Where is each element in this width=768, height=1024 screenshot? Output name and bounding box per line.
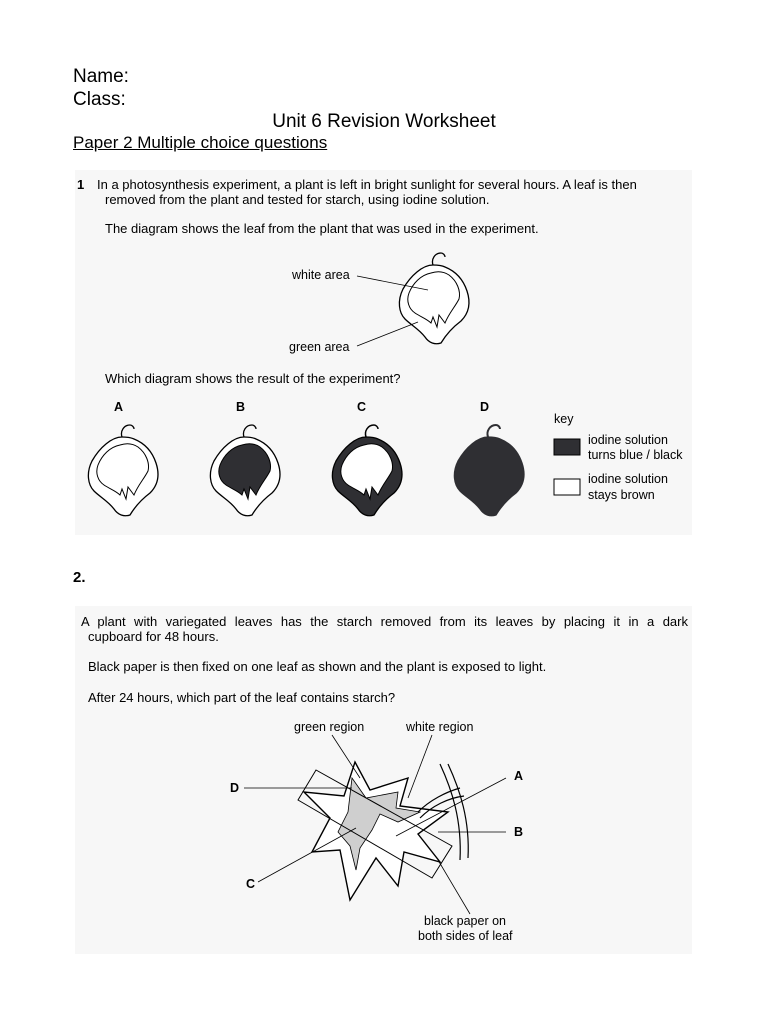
key-dark-line2: turns blue / black: [588, 448, 683, 462]
page-subtitle: Paper 2 Multiple choice questions: [73, 133, 328, 152]
question-2-number: 2.: [73, 569, 86, 586]
question-2-text-line1: A plant with variegated leaves has the starch removed from its leaves by placing it in a dark: [81, 614, 688, 629]
page-title: Unit 6 Revision Worksheet: [272, 111, 496, 132]
q2-paper-label-line2: both sides of leaf: [418, 929, 513, 943]
q2-label-b: B: [514, 825, 524, 839]
question-2-text-para2: Black paper is then fixed on one leaf as shown and the plant is exposed to light.: [88, 659, 547, 674]
q2-label-c: C: [246, 877, 256, 891]
question-1-text-line2: removed from the plant and tested for starch, using iodine solution.: [105, 192, 490, 207]
q2-leaf: [304, 762, 448, 900]
question-1-number: 1: [77, 177, 85, 192]
question-2-text-line2: cupboard for 48 hours.: [88, 629, 219, 644]
key-dark-line1: iodine solution: [588, 433, 668, 447]
q1-option-d-label: D: [480, 400, 490, 414]
q1-label-white-area: white area: [292, 268, 350, 282]
key-title: key: [554, 412, 574, 426]
q2-label-white-region: white region: [406, 720, 474, 734]
q2-label-a: A: [514, 769, 524, 783]
key-light-line1: iodine solution: [588, 472, 668, 486]
q1-option-a-label: A: [114, 400, 124, 414]
question-2-question: After 24 hours, which part of the leaf contains starch?: [88, 690, 396, 705]
name-label: Name:: [73, 66, 129, 87]
q2-label-green-region: green region: [294, 720, 365, 734]
q2-paper-label-line1: black paper on: [424, 914, 507, 928]
q1-option-b-label: B: [236, 400, 246, 414]
q2-label-d: D: [230, 781, 240, 795]
key-light-line2: stays brown: [588, 488, 655, 502]
question-1-diagram-intro: The diagram shows the leaf from the plant that was used in the experiment.: [105, 221, 539, 236]
question-1-question: Which diagram shows the result of the experiment?: [105, 371, 401, 386]
question-1-text-line1: In a photosynthesis experiment, a plant is left in bright sunlight for several hours. A leaf is then: [97, 177, 637, 192]
q1-label-green-area: green area: [289, 340, 350, 354]
class-label: Class:: [73, 89, 126, 110]
q1-option-c-label: C: [357, 400, 367, 414]
